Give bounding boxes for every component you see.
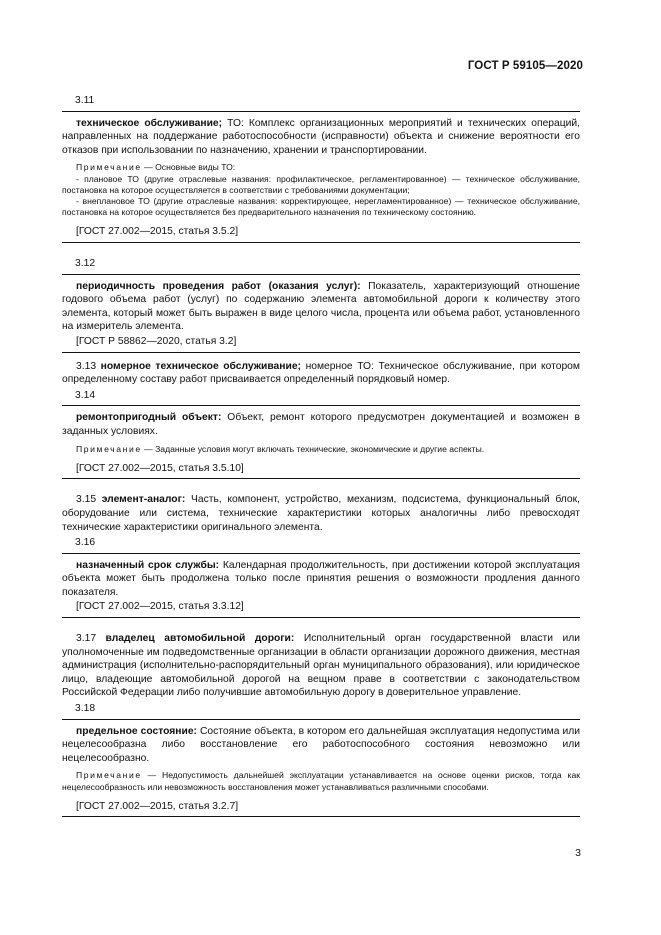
note-label: Примечание xyxy=(76,162,142,173)
definition-paragraph xyxy=(62,493,580,534)
note-text: — Заданные условия могут включать технические, экономические и другие аспекты. xyxy=(141,443,485,454)
definition-text: Исполнительный орган государственной власти или уполномоченные им подведомственные организации в области организации дорожного движения, местная администрация (исполнительно-распорядительный орган муниципального образования), или юридическое лицо, владеющие автомобильной дорогой на вещном праве в соответствии с законодательством Российской Федерации либо получившие автомобильную дорогу в доверительное управление. xyxy=(62,633,580,699)
entry-number: 3.18 xyxy=(75,703,96,715)
term-entry-3-17 xyxy=(62,632,580,700)
entry-number: 3.11 xyxy=(75,95,95,106)
term: ремонтопригодный объект: xyxy=(76,412,222,424)
term-box-3-12 xyxy=(62,274,580,353)
definition-paragraph xyxy=(62,280,580,334)
entry-number: 3.13 xyxy=(76,360,97,372)
definition-paragraph xyxy=(62,411,580,438)
definition-text: Объект, ремонт которого предусмотрен документацией и возможен в заданных условиях. xyxy=(62,412,580,437)
term: техническое обслуживание; xyxy=(76,117,223,129)
entry-number: 3.12 xyxy=(75,257,96,269)
term: номерное техническое обслуживание; xyxy=(100,360,301,372)
term: периодичность проведения работ (оказания услуг): xyxy=(76,280,361,292)
note-label: Примечание xyxy=(76,770,142,781)
term: назначенный срок службы: xyxy=(76,559,220,571)
note-line xyxy=(62,770,580,792)
definition-paragraph xyxy=(62,725,580,766)
entry-number: 3.15 xyxy=(76,494,97,506)
note xyxy=(62,770,580,792)
note-text: — Основные виды ТО: xyxy=(141,162,236,173)
definition-text: Показатель, характеризующий отношение годового объема работ (услуг) по содержанию элемента автомобильной дороги к количеству этого элемента, который может быть выражен в виде целого числа, процента или объема работ, установленного на измеритель элемента. xyxy=(62,280,580,333)
term-box-3-14 xyxy=(62,405,580,479)
definition-paragraph xyxy=(62,559,580,600)
definition-text: Часть, компонент, устройство, механизм, подсистема, функциональный блок, оборудование или система, технические характеристики которых аналогичны либо превосходят технические характеристики оригинального элемента. xyxy=(62,494,580,533)
note xyxy=(62,162,580,218)
source-reference: [ГОСТ Р 58862—2020, статья 3.2] xyxy=(76,335,237,347)
definition-text: Календарная продолжительность, при достижении которой эксплуатация объекта может быть продолжена только после принятия решения о возможности продления данного показателя. xyxy=(62,559,580,598)
entry-number: 3.17 xyxy=(76,633,97,645)
term: элемент-аналог: xyxy=(101,494,186,506)
note-text: — Недопустимость дальнейшей эксплуатации устанавливается на основе оценки рисков, тогда как нецелесообразность или невозможность восстановления может устанавливаться различными способами. xyxy=(62,770,580,792)
note-label: Примечание xyxy=(76,443,142,454)
source-reference: [ГОСТ 27.002—2015, статья 3.3.12] xyxy=(76,601,244,613)
definition-text: ТО: Комплекс организационных мероприятий и технических операций, направленных на поддержание работоспособности (исправности) объекта и снижение вероятности его отказов при использовании по назначению, хранении и транспортировании. xyxy=(62,117,581,156)
term-box-3-18 xyxy=(62,719,580,818)
source-reference: [ГОСТ 27.002—2015, статья 3.5.2] xyxy=(76,226,239,238)
note-line xyxy=(62,444,580,455)
note-line: - внеплановое ТО (другие отраслевые названия: корректирующее, нерегламентированное) — техническое обслуживание, постановка на которое осуществляется без предварительного назначения по техническому состоянию. xyxy=(62,195,580,218)
definition-text: номерное ТО: Техническое обслуживание, при котором определенному составу работ присваивается определенный порядковый номер. xyxy=(62,360,580,386)
document-body xyxy=(62,88,580,817)
term-box-3-11 xyxy=(62,111,580,243)
note-line xyxy=(62,162,580,173)
term: владелец автомобильной дороги: xyxy=(105,633,295,645)
entry-number: 3.16 xyxy=(75,537,96,549)
note xyxy=(62,444,580,455)
term-entry-3-15 xyxy=(62,493,580,534)
page-number: 3 xyxy=(575,847,581,859)
entry-number: 3.14 xyxy=(75,389,96,401)
document-code: ГОСТ Р 59105—2020 xyxy=(467,60,583,72)
definition-paragraph xyxy=(62,360,580,387)
term: предельное состояние: xyxy=(76,725,197,737)
definition-paragraph xyxy=(62,117,580,158)
source-reference: [ГОСТ 27.002—2015, статья 3.5.10] xyxy=(76,462,244,474)
definition-text: Состояние объекта, в котором его дальнейшая эксплуатация недопустима или нецелесообразна либо восстановление его работоспособного состояния невозможно или нецелесообразно. xyxy=(62,725,580,764)
source-reference: [ГОСТ 27.002—2015, статья 3.2.7] xyxy=(76,800,239,812)
definition-paragraph xyxy=(62,632,580,700)
term-box-3-16 xyxy=(62,553,580,618)
note-line: - плановое ТО (другие отраслевые названия: профилактическое, регламентированное) — техническое обслуживание, постановка на которое осуществляется в соответствии с требованиями документации; xyxy=(62,173,580,195)
term-entry-3-13 xyxy=(62,360,580,387)
